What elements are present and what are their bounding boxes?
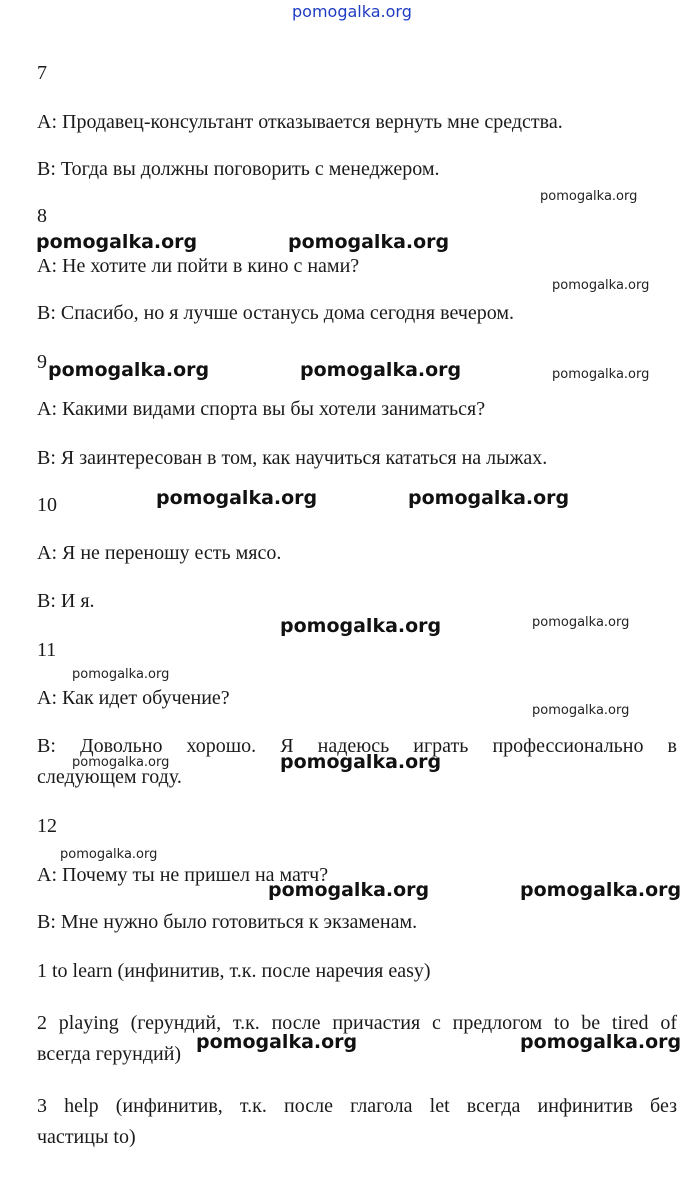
line-a-8: А: Не хотите ли пойти в кино с нами?	[37, 255, 360, 277]
line-b-11: В: Довольно хорошо. Я надеюсь играть профессионально в	[37, 735, 677, 757]
watermark[interactable]: pomogalka.org	[156, 487, 318, 509]
item-number-9: 9	[37, 351, 47, 373]
watermark[interactable]: pomogalka.org	[532, 615, 630, 630]
item-number-8: 8	[37, 205, 47, 227]
line-b-7: В: Тогда вы должны поговорить с менеджером.	[37, 158, 440, 180]
watermark[interactable]: pomogalka.org	[196, 1031, 358, 1053]
line-b-10: В: И я.	[37, 590, 95, 612]
answer-2-cont: всегда герундий)	[37, 1043, 182, 1065]
line-a-9: А: Какими видами спорта вы бы хотели заниматься?	[37, 398, 486, 420]
watermark[interactable]: pomogalka.org	[532, 703, 630, 718]
item-number-10: 10	[37, 494, 57, 516]
line-b-11-cont: следующем году.	[37, 766, 182, 788]
item-number-12: 12	[37, 815, 57, 837]
watermark[interactable]: pomogalka.org	[48, 359, 210, 381]
watermark[interactable]: pomogalka.org	[408, 487, 570, 509]
watermark[interactable]: pomogalka.org	[288, 231, 450, 253]
line-a-11: А: Как идет обучение?	[37, 687, 230, 709]
watermark[interactable]: pomogalka.org	[72, 667, 170, 682]
line-a-7: А: Продавец-консультант отказывается вернуть мне средства.	[37, 111, 563, 133]
answer-2: 2 playing (герундий, т.к. после причастия с предлогом to be tired of	[37, 1012, 677, 1034]
answer-3-cont: частицы to)	[37, 1126, 136, 1148]
watermark[interactable]: pomogalka.org	[520, 1031, 682, 1053]
line-a-12: А: Почему ты не пришел на матч?	[37, 864, 329, 886]
watermark[interactable]: pomogalka.org	[520, 879, 682, 901]
watermark[interactable]: pomogalka.org	[552, 278, 650, 293]
watermark[interactable]: pomogalka.org	[280, 615, 442, 637]
watermark[interactable]: pomogalka.org	[72, 755, 170, 770]
watermark[interactable]: pomogalka.org	[268, 879, 430, 901]
line-b-9: В: Я заинтересован в том, как научиться кататься на лыжах.	[37, 447, 548, 469]
watermark[interactable]: pomogalka.org	[300, 359, 462, 381]
item-number-7: 7	[37, 62, 47, 84]
watermark[interactable]: pomogalka.org	[540, 189, 638, 204]
line-b-12: В: Мне нужно было готовиться к экзаменам.	[37, 911, 418, 933]
answer-1: 1 to learn (инфинитив, т.к. после наречия easy)	[37, 960, 431, 982]
watermark[interactable]: pomogalka.org	[552, 367, 650, 382]
header-watermark[interactable]: pomogalka.org	[292, 2, 412, 21]
item-number-11: 11	[37, 639, 57, 661]
line-b-8: В: Спасибо, но я лучше останусь дома сегодня вечером.	[37, 302, 515, 324]
watermark[interactable]: pomogalka.org	[280, 751, 442, 773]
watermark[interactable]: pomogalka.org	[36, 231, 198, 253]
answer-3: 3 help (инфинитив, т.к. после глагола let всегда инфинитив без	[37, 1095, 677, 1117]
line-a-10: А: Я не переношу есть мясо.	[37, 542, 282, 564]
watermark[interactable]: pomogalka.org	[60, 847, 158, 862]
